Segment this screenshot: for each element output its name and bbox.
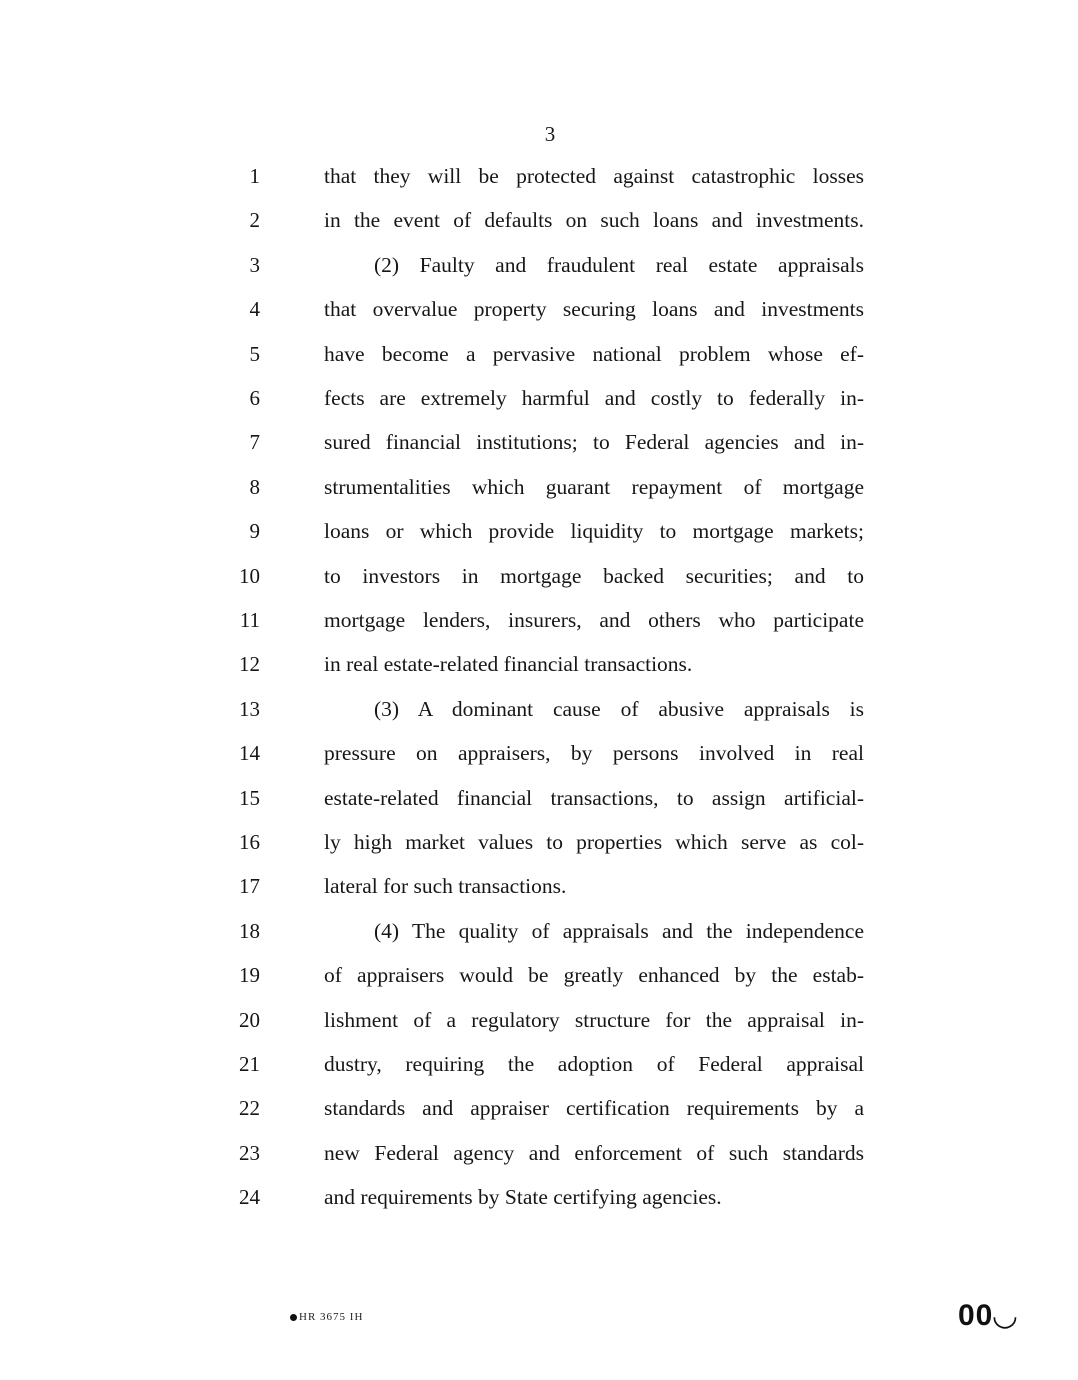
text-line xyxy=(0,872,1078,916)
line-text: lishment of a regulatory structure for the appraisal in- xyxy=(324,1007,864,1032)
line-text: standards and appraiser certification requirements by a xyxy=(324,1096,864,1121)
line-number: 2 xyxy=(249,208,260,233)
line-number: 18 xyxy=(239,918,260,943)
line-text: (2) Faulty and fraudulent real estate appraisals xyxy=(374,252,864,277)
line-text: mortgage lenders, insurers, and others who participate xyxy=(324,608,864,632)
line-number: 21 xyxy=(239,1052,260,1076)
line-text: estate-related financial transactions, to assign artificial- xyxy=(324,785,864,810)
text-line xyxy=(0,206,1078,250)
line-number: 11 xyxy=(239,608,260,632)
line-text: that they will be protected against catastrophic losses xyxy=(324,164,864,188)
line-number: 5 xyxy=(249,341,260,366)
text-line xyxy=(0,739,1078,783)
text-line xyxy=(0,340,1078,384)
line-text: pressure on appraisers, by persons involved in real xyxy=(324,741,864,766)
line-number: 17 xyxy=(239,874,260,899)
line-number: 1 xyxy=(249,164,260,188)
line-text: in the event of defaults on such loans and investments. xyxy=(324,208,864,233)
line-number: 3 xyxy=(249,252,260,277)
line-text: in real estate-related financial transactions. xyxy=(324,652,693,677)
bullet-icon xyxy=(290,1314,297,1321)
line-text: (3) A dominant cause of abusive appraisals is xyxy=(374,696,864,721)
line-number: 9 xyxy=(249,519,260,544)
line-number: 8 xyxy=(249,474,260,499)
text-line xyxy=(0,473,1078,517)
text-line xyxy=(0,162,1078,206)
line-number: 14 xyxy=(239,741,260,766)
line-text: (4) The quality of appraisals and the independence xyxy=(374,918,864,943)
page-number: 3 xyxy=(544,122,556,146)
page-stamp: 00◡ xyxy=(958,1299,1018,1332)
text-line xyxy=(0,1006,1078,1050)
text-line xyxy=(0,695,1078,739)
text-line xyxy=(0,784,1078,828)
line-number: 13 xyxy=(239,696,260,721)
line-text: lateral for such transactions. xyxy=(324,874,567,899)
text-line xyxy=(0,828,1078,872)
text-line xyxy=(0,1094,1078,1138)
line-text: and requirements by State certifying agencies. xyxy=(324,1185,722,1210)
line-number: 23 xyxy=(239,1140,260,1165)
bill-id-text: HR 3675 IH xyxy=(299,1311,364,1323)
text-line xyxy=(0,1183,1078,1227)
line-number: 4 xyxy=(249,297,260,322)
line-number: 16 xyxy=(239,830,260,854)
text-line xyxy=(0,295,1078,339)
text-line xyxy=(0,1139,1078,1183)
text-line xyxy=(0,917,1078,961)
text-line xyxy=(0,562,1078,606)
text-line xyxy=(0,650,1078,694)
line-text: fects are extremely harmful and costly to federally in- xyxy=(324,386,864,410)
text-line xyxy=(0,251,1078,295)
line-number: 19 xyxy=(239,963,260,988)
line-text: sured financial institutions; to Federal agencies and in- xyxy=(324,430,864,455)
line-number: 24 xyxy=(239,1185,260,1210)
line-text: to investors in mortgage backed securities; and to xyxy=(324,563,864,588)
text-line xyxy=(0,384,1078,428)
line-number: 10 xyxy=(239,563,260,588)
line-number: 22 xyxy=(239,1096,260,1121)
text-line xyxy=(0,428,1078,472)
line-text: ly high market values to properties which serve as col- xyxy=(324,830,864,854)
line-text: of appraisers would be greatly enhanced by the estab- xyxy=(324,963,864,988)
line-text: that overvalue property securing loans and investments xyxy=(324,297,864,322)
line-text: loans or which provide liquidity to mortgage markets; xyxy=(324,519,864,544)
line-number: 6 xyxy=(249,386,260,410)
line-number: 15 xyxy=(239,785,260,810)
text-line xyxy=(0,517,1078,561)
line-text: dustry, requiring the adoption of Federal appraisal xyxy=(324,1052,864,1076)
line-number: 20 xyxy=(239,1007,260,1032)
line-text: strumentalities which guarant repayment of mortgage xyxy=(324,474,864,499)
text-line xyxy=(0,1050,1078,1094)
bill-identifier xyxy=(290,1311,363,1323)
text-line xyxy=(0,606,1078,650)
line-number: 12 xyxy=(239,652,260,677)
line-text: new Federal agency and enforcement of such standards xyxy=(324,1140,864,1165)
text-line xyxy=(0,961,1078,1005)
line-number: 7 xyxy=(249,430,260,455)
line-text: have become a pervasive national problem whose ef- xyxy=(324,341,864,366)
